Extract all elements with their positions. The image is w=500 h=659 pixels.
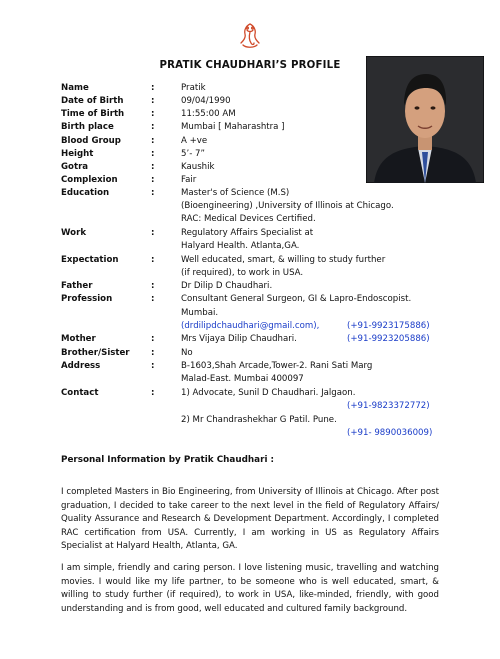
label-blood-group: Blood Group: [61, 136, 121, 146]
value-complexion: Fair: [181, 175, 197, 185]
label-name: Name: [61, 83, 89, 93]
value-work-line: Regulatory Affairs Specialist at: [181, 228, 314, 238]
colon: :: [151, 388, 155, 398]
page-title: PRATIK CHAUDHARI’S PROFILE: [159, 60, 341, 71]
value-education-line: (Bioengineering) ,University of Illinois at Chicago.: [181, 201, 394, 211]
value-contact-2: 2) Mr Chandrashekhar G Patil. Pune.: [181, 415, 337, 425]
personal-info-heading: Personal Information by Pratik Chaudhari :: [61, 455, 275, 465]
colon: :: [151, 149, 155, 159]
value-name: Pratik: [181, 83, 206, 93]
value-education-line: RAC: Medical Devices Certified.: [181, 214, 316, 224]
father-phone: (+91-9923175886): [347, 321, 430, 331]
colon: :: [151, 361, 155, 371]
mother-phone: (+91-9923205886): [347, 334, 430, 344]
personal-paragraph-2: I am simple, friendly and caring person. I love listening music, travelling and watching movies. I would like my life partner, to be someone who is well educated, smart, & willing to study further (if required), to work in USA, like-minded, friendly, with good understanding and is from good, well educated and cultured family background.: [61, 563, 439, 614]
value-address-line: B-1603,Shah Arcade,Tower-2. Rani Sati Marg: [181, 361, 373, 371]
colon: :: [151, 334, 155, 344]
label-contact: Contact: [61, 388, 99, 398]
colon: :: [151, 109, 155, 119]
value-birthplace: Mumbai [ Maharashtra ]: [181, 122, 285, 132]
label-father: Father: [61, 281, 93, 291]
colon: :: [151, 175, 155, 185]
label-gotra: Gotra: [61, 162, 89, 172]
label-birthplace: Birth place: [61, 122, 114, 132]
value-gotra: Kaushik: [181, 162, 215, 172]
value-father: Dr Dilip D Chaudhari.: [181, 281, 273, 291]
colon: :: [151, 348, 155, 358]
label-height: Height: [61, 149, 94, 159]
colon: :: [151, 228, 155, 238]
colon: :: [151, 83, 155, 93]
colon: :: [151, 96, 155, 106]
ganesha-logo-icon: [235, 21, 265, 51]
value-height: 5’- 7”: [181, 149, 205, 159]
colon: :: [151, 162, 155, 172]
value-dob: 09/04/1990: [181, 96, 231, 106]
value-education-line: Master's of Science (M.S): [181, 188, 290, 198]
colon: :: [151, 255, 155, 265]
label-address: Address: [61, 361, 101, 371]
value-profession-line: Consultant General Surgeon, GI & Lapro-Endoscopist.: [181, 294, 412, 304]
contact-1-phone: (+91-9823372772): [347, 401, 430, 411]
personal-paragraph-1: I completed Masters in Bio Engineering, from University of Illinois at Chicago. After post graduation, I decided to take career to the next level in the field of Regulatory Affairs/ Quality Assurance and Research & Development Department. Accordingly, I completed RAC certification from USA. Currently, I am working in US as Regulatory Affairs Specialist at Halyard Health, Atlanta, GA.: [61, 487, 439, 551]
value-tob: 11:55:00 AM: [181, 109, 236, 119]
colon: :: [151, 294, 155, 304]
label-complexion: Complexion: [61, 175, 118, 185]
value-address-line: Malad-East. Mumbai 400097: [181, 374, 304, 384]
label-tob: Time of Birth: [61, 109, 125, 119]
value-mother: Mrs Vijaya Dilip Chaudhari.: [181, 334, 297, 344]
label-expectation: Expectation: [61, 255, 119, 265]
colon: :: [151, 188, 155, 198]
value-sibling: No: [181, 348, 193, 358]
colon: :: [151, 122, 155, 132]
profile-photo: [366, 56, 484, 183]
label-profession: Profession: [61, 294, 113, 304]
value-profession-line: Mumbai.: [181, 308, 219, 318]
label-dob: Date of Birth: [61, 96, 124, 106]
value-blood-group: A +ve: [181, 136, 208, 146]
label-education: Education: [61, 188, 110, 198]
value-contact-1: 1) Advocate, Sunil D Chaudhari. Jalgaon.: [181, 388, 356, 398]
value-expectation-line: (if required), to work in USA.: [181, 268, 304, 278]
label-mother: Mother: [61, 334, 96, 344]
colon: :: [151, 281, 155, 291]
father-email-link[interactable]: (drdilipdchaudhari@gmail.com),: [181, 321, 320, 331]
contact-2-phone: (+91- 9890036009): [347, 428, 433, 438]
label-work: Work: [61, 228, 87, 238]
value-work-line: Halyard Health. Atlanta,GA.: [181, 241, 300, 251]
label-sibling: Brother/Sister: [61, 348, 130, 358]
colon: :: [151, 136, 155, 146]
value-expectation-line: Well educated, smart, & willing to study further: [181, 255, 386, 265]
